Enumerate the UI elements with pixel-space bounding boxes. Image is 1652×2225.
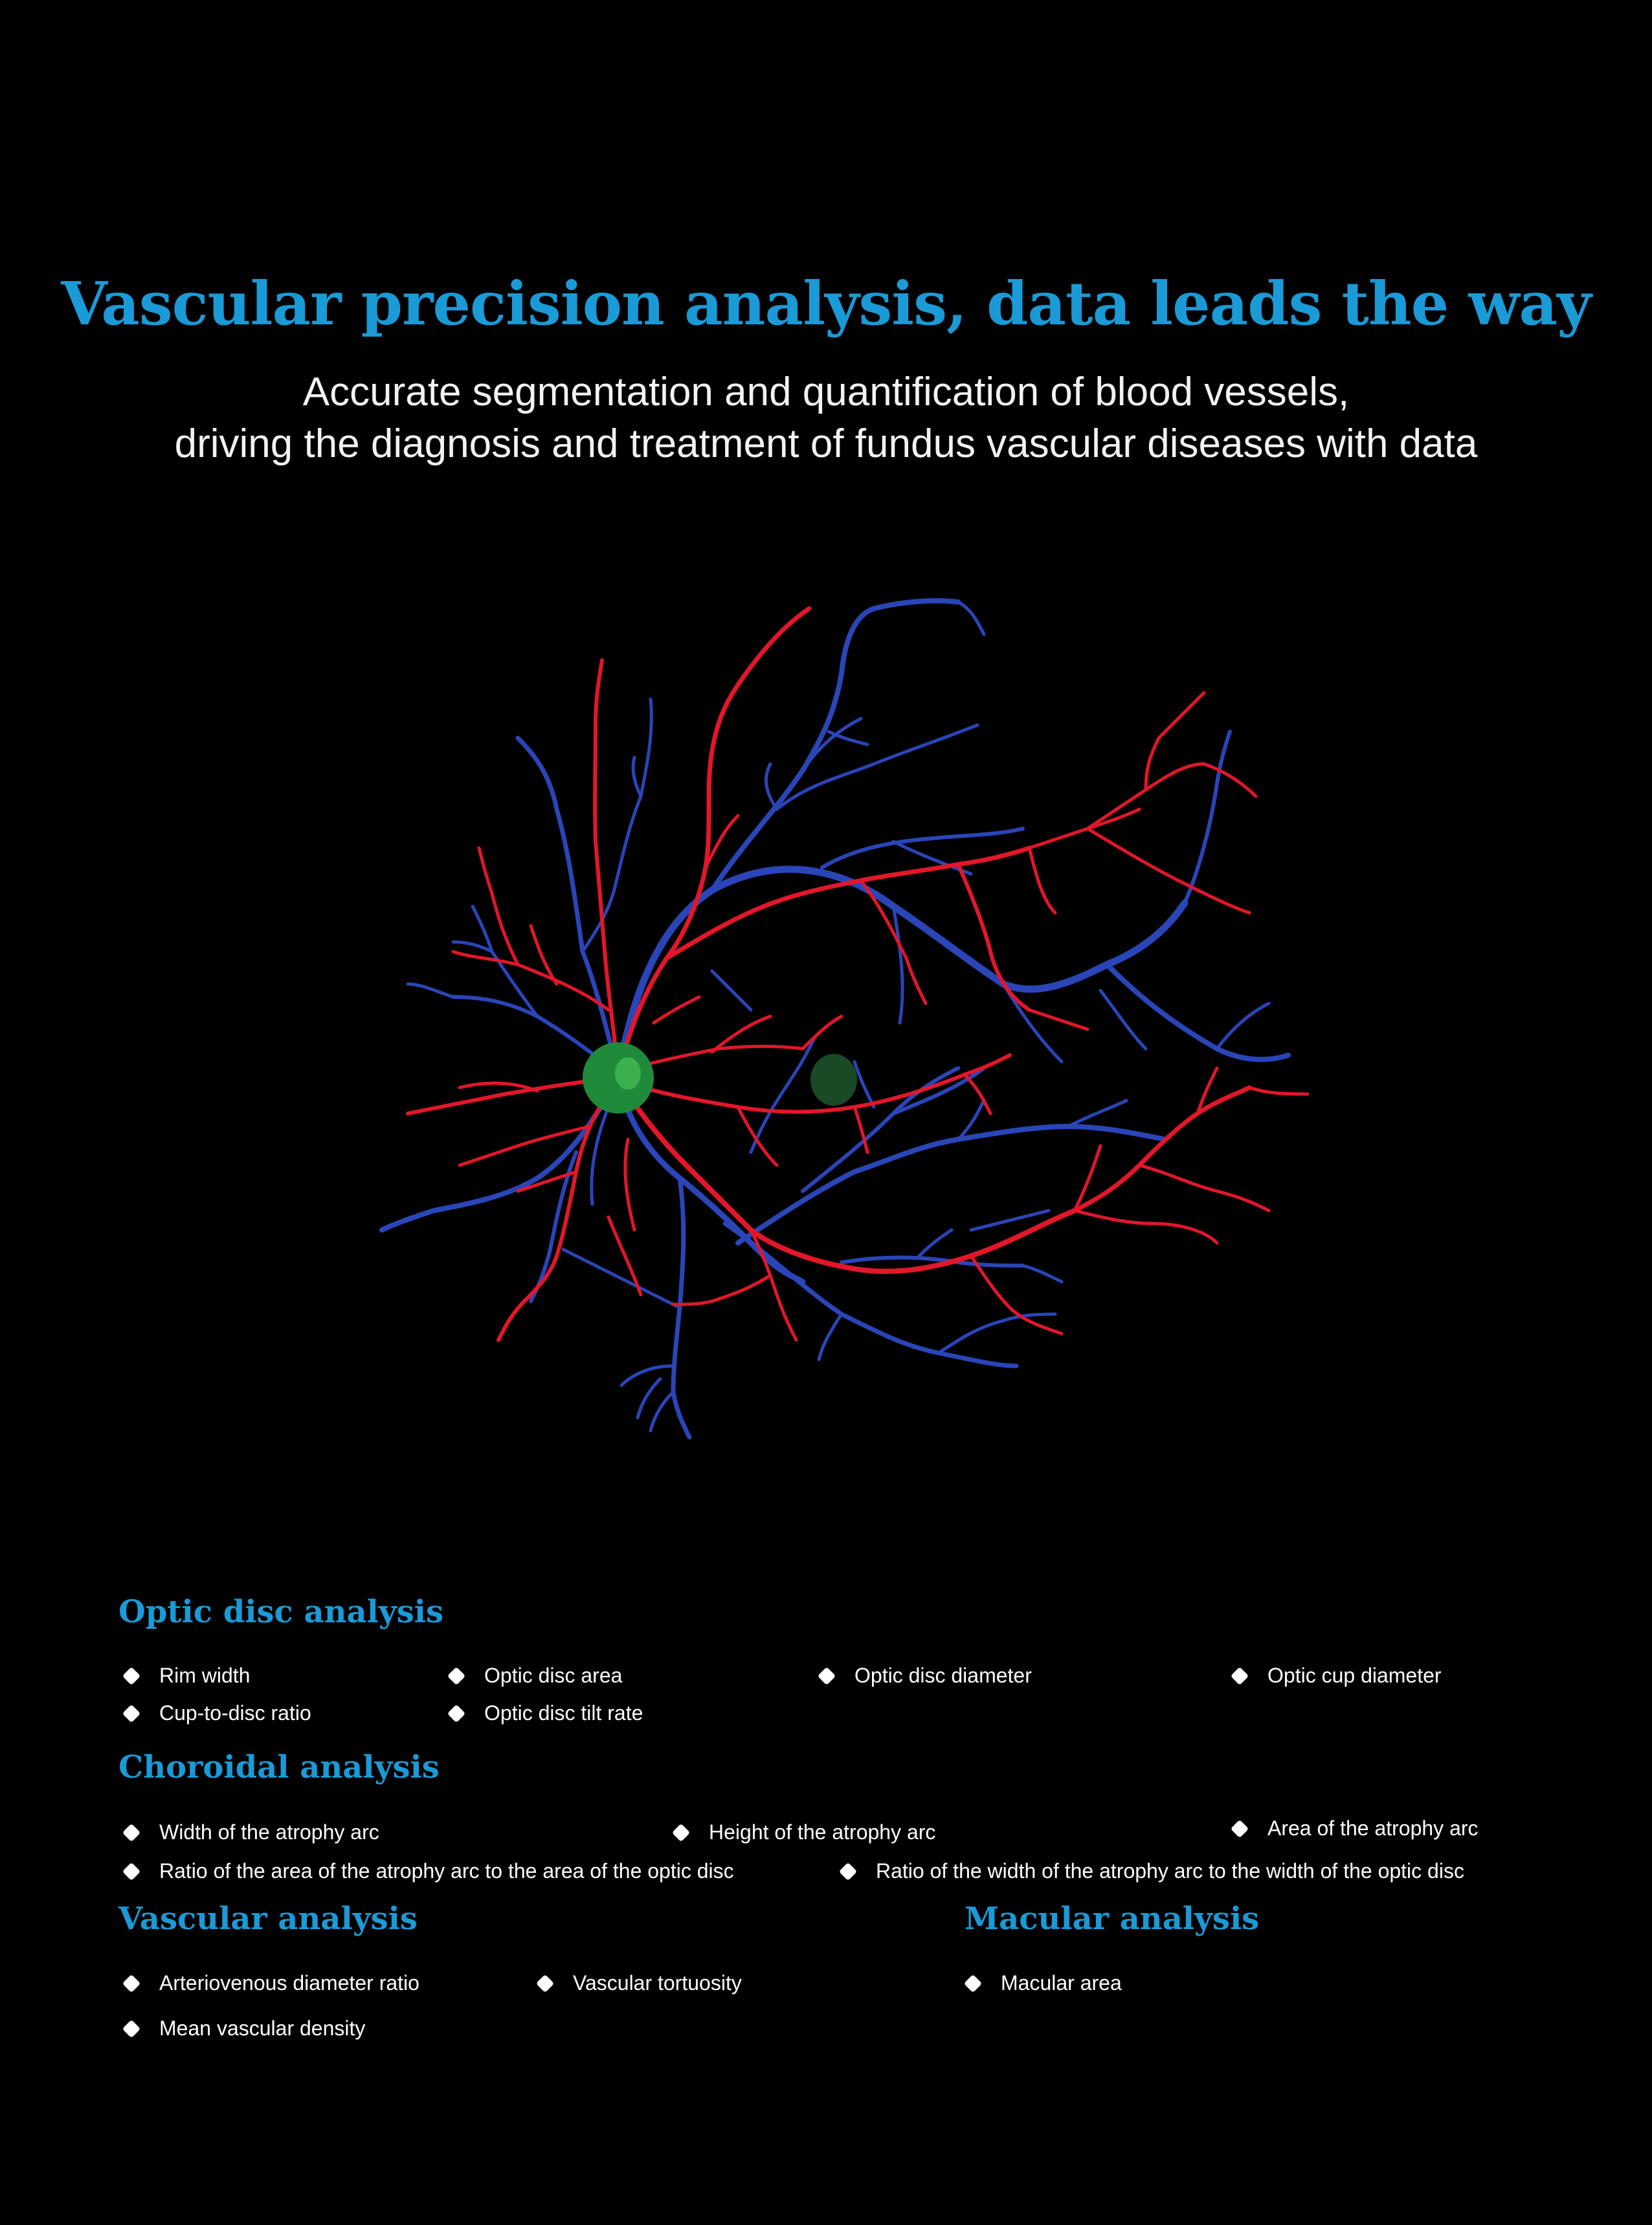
list-item: Width of the atrophy arc (125, 1820, 379, 1844)
diamond-bullet-icon (122, 1666, 140, 1684)
diamond-bullet-icon (122, 1974, 140, 1992)
diamond-bullet-icon (122, 2019, 140, 2037)
macula (810, 1054, 857, 1106)
diamond-bullet-icon (122, 1823, 140, 1841)
diamond-bullet-icon (1231, 1819, 1249, 1837)
choroidal-analysis-title: Choroidal analysis (118, 1749, 440, 1785)
list-item: Height of the atrophy arc (675, 1820, 935, 1844)
optic-disc-analysis-title: Optic disc analysis (118, 1594, 443, 1630)
optic-cup (615, 1057, 641, 1090)
list-item: Macular area (966, 1971, 1122, 1995)
diamond-bullet-icon (536, 1974, 554, 1992)
diamond-bullet-icon (818, 1666, 836, 1684)
artery-network (408, 609, 1308, 1340)
list-item: Area of the atrophy arc (1233, 1817, 1479, 1840)
diamond-bullet-icon (447, 1666, 465, 1684)
diamond-bullet-icon (964, 1974, 982, 1992)
diamond-bullet-icon (1231, 1666, 1249, 1684)
subtitle-line-2: driving the diagnosis and treatment of fundus vascular diseases with data (174, 421, 1478, 466)
diamond-bullet-icon (839, 1862, 857, 1880)
diamond-bullet-icon (122, 1862, 140, 1880)
macular-analysis-title: Macular analysis (965, 1901, 1260, 1937)
list-item: Ratio of the area of the atrophy arc to the area of the optic disc (125, 1859, 734, 1883)
list-item: Optic cup diameter (1233, 1664, 1442, 1688)
list-item: Optic disc diameter (820, 1664, 1032, 1688)
list-item: Optic disc tilt rate (450, 1701, 643, 1725)
list-item: Cup-to-disc ratio (125, 1701, 311, 1725)
fundus-vessel-segmentation (324, 570, 1327, 1541)
list-item: Mean vascular density (125, 2017, 365, 2041)
diamond-bullet-icon (672, 1823, 690, 1841)
page-title: Vascular precision analysis, data leads the way (61, 269, 1591, 339)
list-item: Ratio of the width of the atrophy arc to the width of the optic disc (842, 1859, 1464, 1883)
diamond-bullet-icon (447, 1704, 465, 1722)
list-item: Arteriovenous diameter ratio (125, 1971, 419, 1995)
list-item: Vascular tortuosity (539, 1971, 742, 1995)
list-item: Rim width (125, 1664, 250, 1688)
list-item: Optic disc area (450, 1664, 622, 1688)
diamond-bullet-icon (122, 1704, 140, 1722)
subtitle-line-1: Accurate segmentation and quantification of blood vessels, (302, 370, 1350, 414)
vascular-analysis-title: Vascular analysis (118, 1901, 418, 1937)
